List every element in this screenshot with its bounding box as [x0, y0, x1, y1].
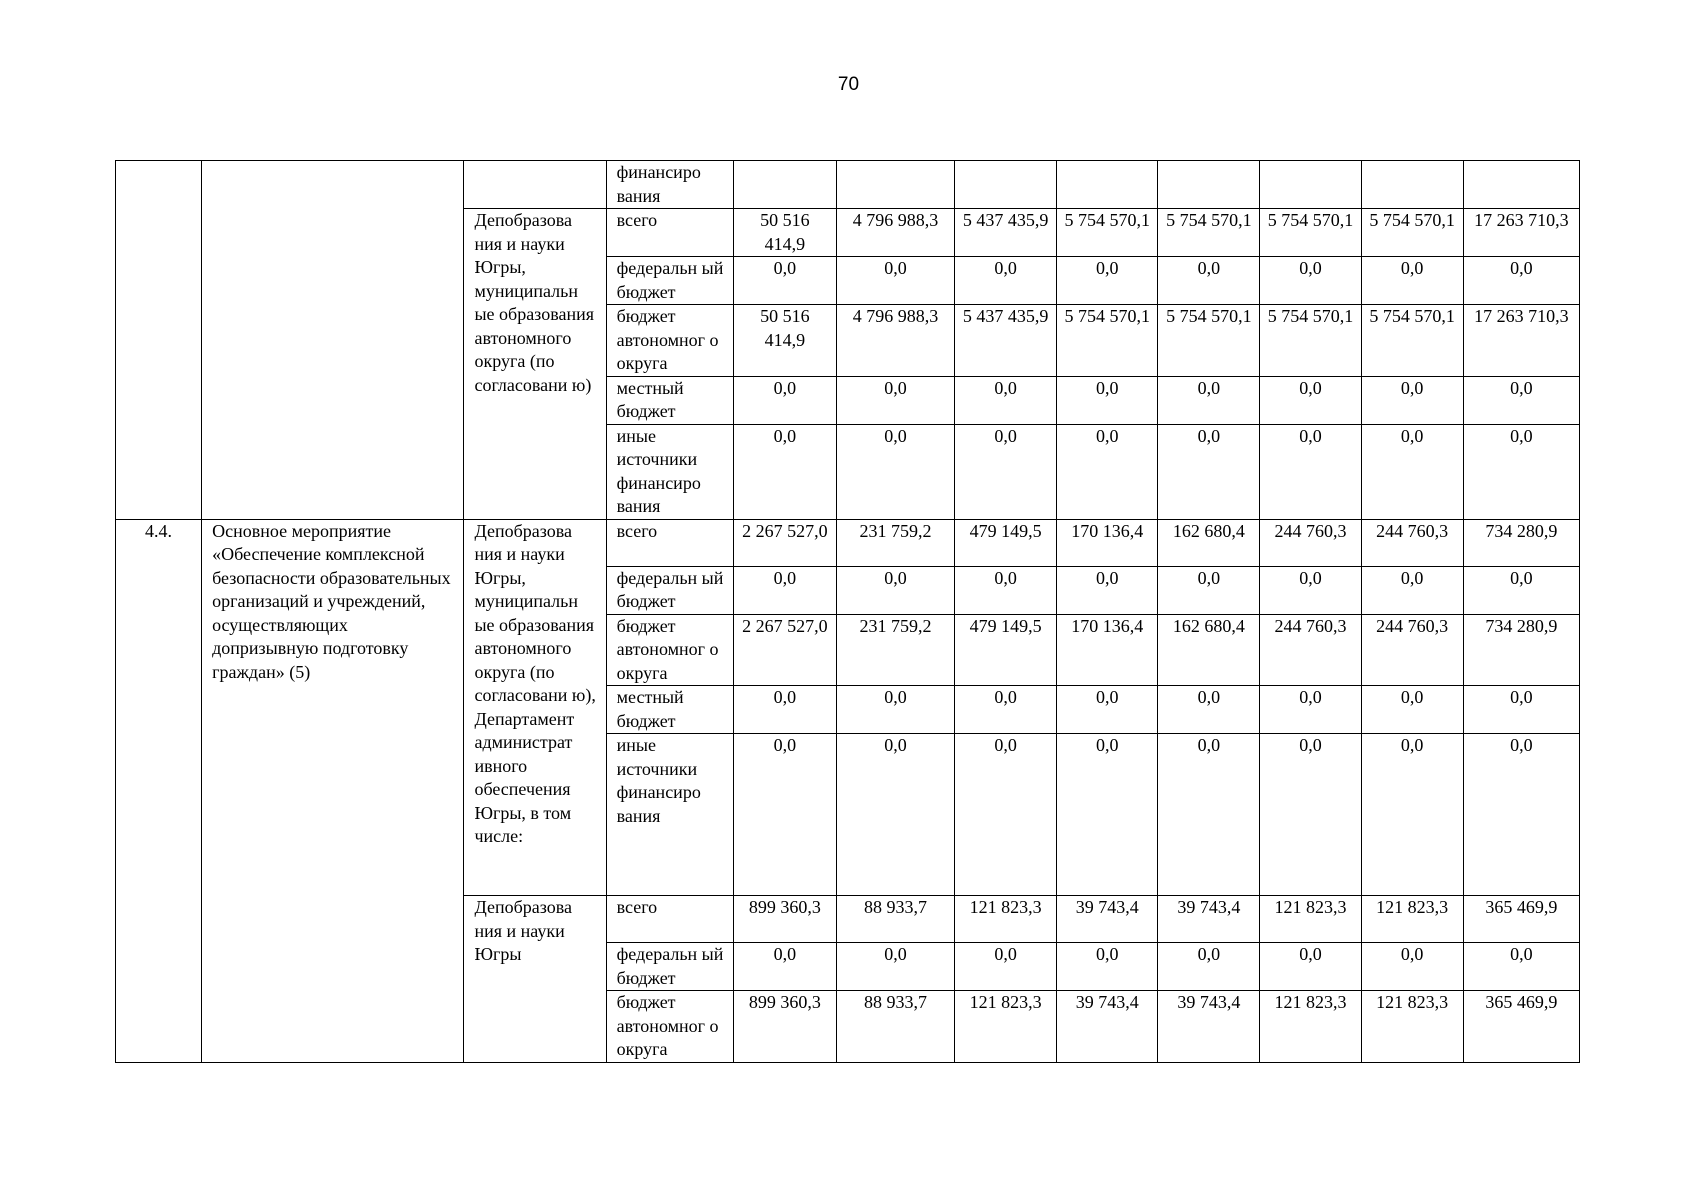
value-cell: 5 754 570,1 [1158, 305, 1260, 377]
source-cell: финансиро вания [606, 161, 733, 209]
source-cell: федеральн ый бюджет [606, 943, 733, 991]
value-cell: 5 754 570,1 [1260, 305, 1361, 377]
value-cell: 88 933,7 [836, 991, 954, 1063]
value-cell: 0,0 [955, 686, 1057, 734]
value-cell [1463, 161, 1579, 209]
value-cell: 0,0 [733, 943, 836, 991]
value-cell: 0,0 [733, 376, 836, 424]
value-cell: 0,0 [1057, 686, 1158, 734]
value-cell: 121 823,3 [1361, 991, 1463, 1063]
value-cell: 0,0 [1057, 376, 1158, 424]
value-cell: 0,0 [1361, 943, 1463, 991]
value-cell: 0,0 [1057, 257, 1158, 305]
value-cell: 4 796 988,3 [836, 305, 954, 377]
value-cell [1158, 161, 1260, 209]
value-cell: 0,0 [1260, 257, 1361, 305]
value-cell: 162 680,4 [1158, 614, 1260, 686]
source-cell: бюджет автономног о округа [606, 614, 733, 686]
value-cell: 0,0 [836, 424, 954, 519]
index-cell [116, 161, 202, 520]
value-cell: 0,0 [955, 734, 1057, 896]
measure-cell: Основное мероприятие «Обеспечение комплексной безопасности образовательных организаций и учреждений, осуществляющих допризывную подготовку граждан» (5) [202, 519, 464, 1062]
executor-cell: Депобразова ния и науки Югры [464, 896, 606, 1063]
value-cell: 244 760,3 [1361, 519, 1463, 566]
value-cell: 5 754 570,1 [1057, 209, 1158, 257]
value-cell: 365 469,9 [1463, 991, 1579, 1063]
value-cell: 0,0 [1463, 424, 1579, 519]
value-cell: 0,0 [733, 257, 836, 305]
value-cell: 121 823,3 [1260, 991, 1361, 1063]
value-cell: 50 516 414,9 [733, 305, 836, 377]
value-cell: 5 754 570,1 [1361, 305, 1463, 377]
value-cell: 0,0 [1463, 376, 1579, 424]
value-cell: 121 823,3 [955, 896, 1057, 943]
value-cell: 0,0 [1361, 734, 1463, 896]
value-cell: 899 360,3 [733, 896, 836, 943]
value-cell: 88 933,7 [836, 896, 954, 943]
value-cell [1057, 161, 1158, 209]
value-cell: 0,0 [1361, 686, 1463, 734]
value-cell: 0,0 [1463, 566, 1579, 614]
value-cell: 479 149,5 [955, 614, 1057, 686]
value-cell: 50 516 414,9 [733, 209, 836, 257]
value-cell: 0,0 [1463, 686, 1579, 734]
value-cell: 170 136,4 [1057, 519, 1158, 566]
value-cell [836, 161, 954, 209]
value-cell [733, 161, 836, 209]
value-cell: 121 823,3 [955, 991, 1057, 1063]
value-cell: 0,0 [1158, 376, 1260, 424]
value-cell: 2 267 527,0 [733, 519, 836, 566]
executor-cell: Депобразова ния и науки Югры, муниципальн ые образования автономного округа (по согласовани ю) [464, 209, 606, 520]
value-cell: 121 823,3 [1361, 896, 1463, 943]
value-cell: 244 760,3 [1361, 614, 1463, 686]
value-cell: 0,0 [836, 734, 954, 896]
value-cell: 0,0 [733, 686, 836, 734]
value-cell [955, 161, 1057, 209]
value-cell: 5 754 570,1 [1158, 209, 1260, 257]
value-cell: 0,0 [1361, 376, 1463, 424]
value-cell: 5 754 570,1 [1260, 209, 1361, 257]
source-cell: иные источники финансиро вания [606, 734, 733, 896]
value-cell: 39 743,4 [1057, 896, 1158, 943]
value-cell [1361, 161, 1463, 209]
value-cell: 0,0 [836, 686, 954, 734]
value-cell: 0,0 [1158, 257, 1260, 305]
value-cell: 0,0 [1057, 943, 1158, 991]
value-cell: 0,0 [733, 424, 836, 519]
value-cell: 0,0 [1361, 257, 1463, 305]
value-cell: 231 759,2 [836, 519, 954, 566]
value-cell: 0,0 [1361, 424, 1463, 519]
value-cell: 734 280,9 [1463, 614, 1579, 686]
source-cell: бюджет автономног о округа [606, 991, 733, 1063]
value-cell: 4 796 988,3 [836, 209, 954, 257]
value-cell: 0,0 [1158, 734, 1260, 896]
value-cell: 899 360,3 [733, 991, 836, 1063]
value-cell: 365 469,9 [1463, 896, 1579, 943]
value-cell: 0,0 [836, 257, 954, 305]
source-cell: иные источники финансиро вания [606, 424, 733, 519]
value-cell: 0,0 [1158, 943, 1260, 991]
value-cell: 162 680,4 [1158, 519, 1260, 566]
value-cell: 0,0 [1260, 424, 1361, 519]
value-cell: 39 743,4 [1158, 896, 1260, 943]
value-cell: 0,0 [955, 566, 1057, 614]
value-cell: 0,0 [1260, 376, 1361, 424]
source-cell: всего [606, 209, 733, 257]
value-cell: 0,0 [1158, 686, 1260, 734]
value-cell: 5 754 570,1 [1057, 305, 1158, 377]
value-cell: 0,0 [1260, 943, 1361, 991]
value-cell: 0,0 [955, 257, 1057, 305]
value-cell: 2 267 527,0 [733, 614, 836, 686]
value-cell: 39 743,4 [1158, 991, 1260, 1063]
value-cell: 0,0 [1463, 734, 1579, 896]
value-cell: 0,0 [1463, 257, 1579, 305]
value-cell: 0,0 [733, 734, 836, 896]
measure-cell [202, 161, 464, 520]
value-cell: 39 743,4 [1057, 991, 1158, 1063]
value-cell: 0,0 [1057, 734, 1158, 896]
value-cell: 0,0 [836, 943, 954, 991]
value-cell: 0,0 [836, 376, 954, 424]
value-cell: 0,0 [955, 376, 1057, 424]
page-number: 70 [837, 74, 860, 95]
source-cell: всего [606, 519, 733, 566]
value-cell: 17 263 710,3 [1463, 209, 1579, 257]
value-cell: 0,0 [1158, 424, 1260, 519]
value-cell: 0,0 [1260, 686, 1361, 734]
value-cell: 0,0 [1158, 566, 1260, 614]
value-cell: 479 149,5 [955, 519, 1057, 566]
value-cell: 0,0 [1463, 943, 1579, 991]
value-cell: 0,0 [1260, 566, 1361, 614]
source-cell: бюджет автономног о округа [606, 305, 733, 377]
value-cell: 0,0 [955, 943, 1057, 991]
value-cell: 0,0 [836, 566, 954, 614]
value-cell: 0,0 [1260, 734, 1361, 896]
index-cell: 4.4. [116, 519, 202, 1062]
table-row [116, 161, 1580, 209]
value-cell: 170 136,4 [1057, 614, 1158, 686]
source-cell: местный бюджет [606, 686, 733, 734]
value-cell: 5 754 570,1 [1361, 209, 1463, 257]
executor-cell [464, 161, 606, 209]
table-row [116, 519, 1580, 566]
value-cell [1260, 161, 1361, 209]
source-cell: всего [606, 896, 733, 943]
executor-cell: Депобразова ния и науки Югры, муниципальн ые образования автономного округа (по согласовани ю), Департамент администрат ивного обеспечения Югры, в том числе: [464, 519, 606, 896]
value-cell: 231 759,2 [836, 614, 954, 686]
source-cell: местный бюджет [606, 376, 733, 424]
value-cell: 244 760,3 [1260, 519, 1361, 566]
value-cell: 17 263 710,3 [1463, 305, 1579, 377]
value-cell: 121 823,3 [1260, 896, 1361, 943]
value-cell: 0,0 [1057, 566, 1158, 614]
value-cell: 0,0 [1361, 566, 1463, 614]
source-cell: федеральн ый бюджет [606, 566, 733, 614]
value-cell: 244 760,3 [1260, 614, 1361, 686]
value-cell: 5 437 435,9 [955, 209, 1057, 257]
value-cell: 0,0 [955, 424, 1057, 519]
financing-table [115, 160, 1580, 1063]
value-cell: 734 280,9 [1463, 519, 1579, 566]
value-cell: 0,0 [1057, 424, 1158, 519]
value-cell: 5 437 435,9 [955, 305, 1057, 377]
source-cell: федеральн ый бюджет [606, 257, 733, 305]
value-cell: 0,0 [733, 566, 836, 614]
